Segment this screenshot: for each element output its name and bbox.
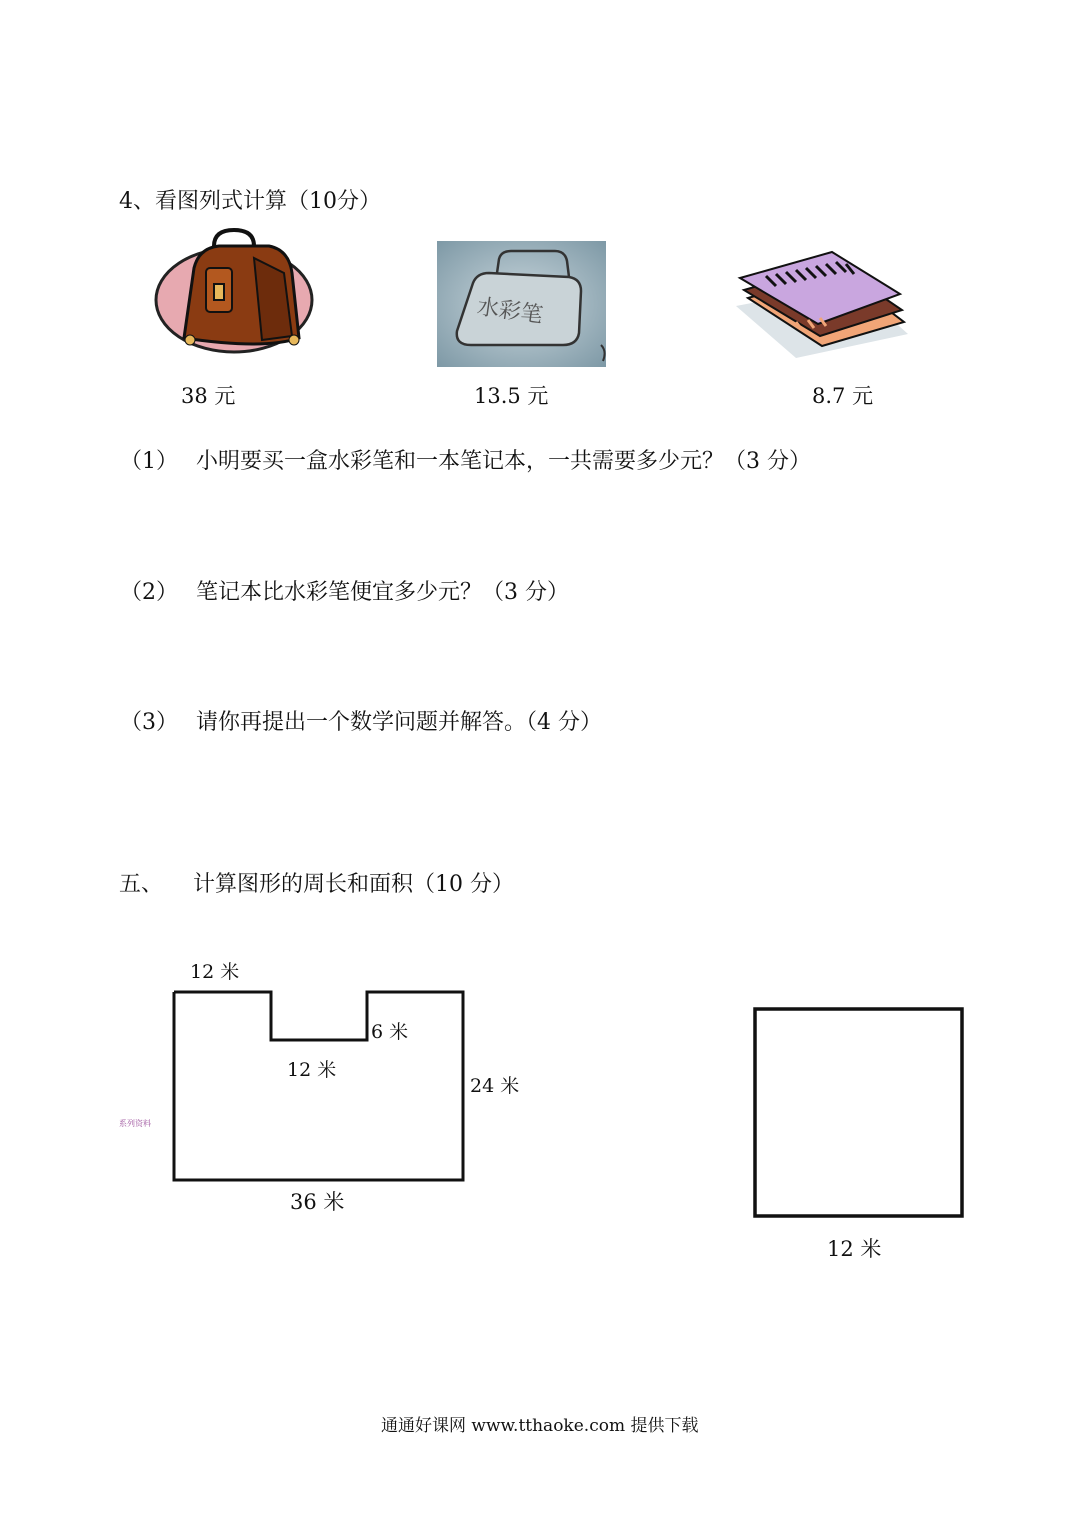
shape1-notch-width-label: 12 米 <box>287 1059 337 1081</box>
bag-price: 38 元 <box>181 384 236 408</box>
watercolor-box-icon <box>437 241 606 367</box>
notched-rectangle-shape <box>170 990 470 1185</box>
question-1 <box>120 444 811 475</box>
question-1-number: （1） <box>120 449 178 474</box>
shape1-notch-depth-label: 6 米 <box>371 1021 409 1043</box>
watercolor-box-label: 水彩笔 <box>475 294 545 329</box>
shape1-bottom-label: 36 米 <box>290 1190 345 1214</box>
section-4-heading: 4、看图列式计算（10分） <box>119 189 381 214</box>
question-1-text: 小明要买一盒水彩笔和一本笔记本，一共需要多少元？（3 分） <box>196 449 811 474</box>
shape1-top-left-label: 12 米 <box>190 961 240 983</box>
question-2 <box>120 575 569 606</box>
notebook-icon <box>736 250 908 360</box>
question-2-number: （2） <box>120 580 178 605</box>
watercolor-price: 13.5 元 <box>474 384 549 408</box>
square-shape <box>752 1006 966 1220</box>
question-3-text: 请你再提出一个数学问题并解答。（4 分） <box>196 710 602 735</box>
question-2-text: 笔记本比水彩笔便宜多少元？（3 分） <box>196 580 569 605</box>
footer-text: 通通好课网 www.tthaoke.com 提供下载 <box>381 1416 699 1436</box>
shape1-right-side-label: 24 米 <box>470 1075 520 1097</box>
watermark: 系列资料 <box>119 1119 151 1128</box>
shape2-side-label: 12 米 <box>827 1237 882 1261</box>
bag-icon <box>154 228 314 360</box>
section-5-heading: 计算图形的周长和面积（10 分） <box>193 872 514 897</box>
question-3 <box>120 705 602 736</box>
section-5-number: 五、 <box>119 872 164 897</box>
question-3-number: （3） <box>120 710 178 735</box>
notebook-price: 8.7 元 <box>812 384 874 408</box>
